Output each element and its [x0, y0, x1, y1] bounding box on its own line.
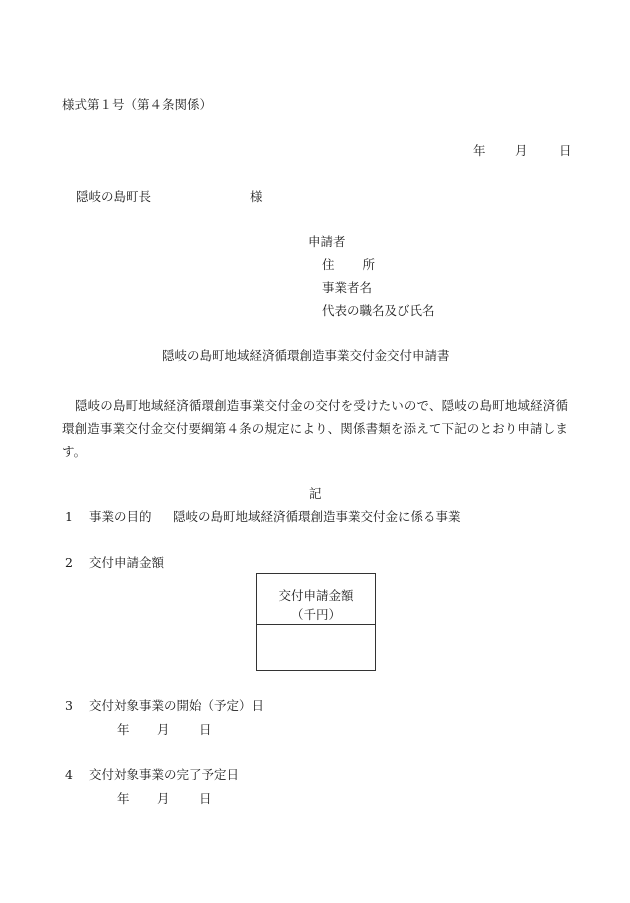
form-number: 様式第１号（第４条関係） [62, 97, 213, 112]
item-2-amount [65, 557, 164, 570]
address-char-1: 住 [322, 257, 335, 272]
applicant-label: 申請者 [308, 234, 346, 249]
date-month: 月 [157, 791, 170, 806]
amount-table [256, 573, 376, 671]
document-title: 隠岐の島町地域経済循環創造事業交付金交付申請書 [162, 348, 450, 363]
amount-value-cell[interactable] [257, 625, 375, 671]
item-1-purpose [65, 511, 461, 524]
application-date [473, 145, 572, 158]
ki-heading: 記 [309, 486, 322, 501]
address-char-2: 所 [362, 257, 376, 272]
body-paragraph: 隠岐の島町地域経済循環創造事業交付金の交付を受けたいので、隠岐の島町地域経済循環創造事業交付金交付要綱第４条の規定により、関係書類を添えて下記のとおり申請します。 [62, 398, 569, 459]
completion-date-value [117, 793, 212, 806]
date-day: 日 [199, 791, 212, 806]
item-number: 3 [65, 698, 73, 713]
date-year: 年 [117, 791, 130, 806]
item-number: 2 [65, 555, 73, 570]
date-day: 日 [559, 143, 572, 158]
date-year: 年 [117, 722, 130, 737]
recipient-honorific: 様 [250, 189, 263, 204]
item-4-completion-date [65, 769, 239, 782]
date-month: 月 [157, 722, 170, 737]
item-label: 交付対象事業の開始（予定）日 [89, 698, 265, 713]
item-number: 1 [65, 509, 73, 524]
amount-table-header [257, 574, 375, 625]
amount-header-title: 交付申請金額 [278, 588, 354, 603]
applicant-business-name-label: 事業者名 [322, 280, 373, 295]
item-number: 4 [65, 767, 73, 782]
recipient [76, 191, 263, 204]
item-3-start-date [65, 700, 264, 713]
applicant-representative-label: 代表の職名及び氏名 [322, 303, 435, 318]
item-label: 事業の目的 [89, 509, 152, 524]
applicant-address-label [322, 259, 375, 272]
start-date-value [117, 724, 212, 737]
date-year: 年 [473, 143, 486, 158]
amount-header-unit: （千円） [290, 607, 341, 622]
item-label: 交付申請金額 [89, 555, 165, 570]
date-month: 月 [515, 143, 528, 158]
item-label: 交付対象事業の完了予定日 [89, 767, 240, 782]
item-value: 隠岐の島町地域経済循環創造事業交付金に係る事業 [173, 509, 461, 524]
recipient-name: 隠岐の島町長 [76, 189, 152, 204]
date-day: 日 [199, 722, 212, 737]
